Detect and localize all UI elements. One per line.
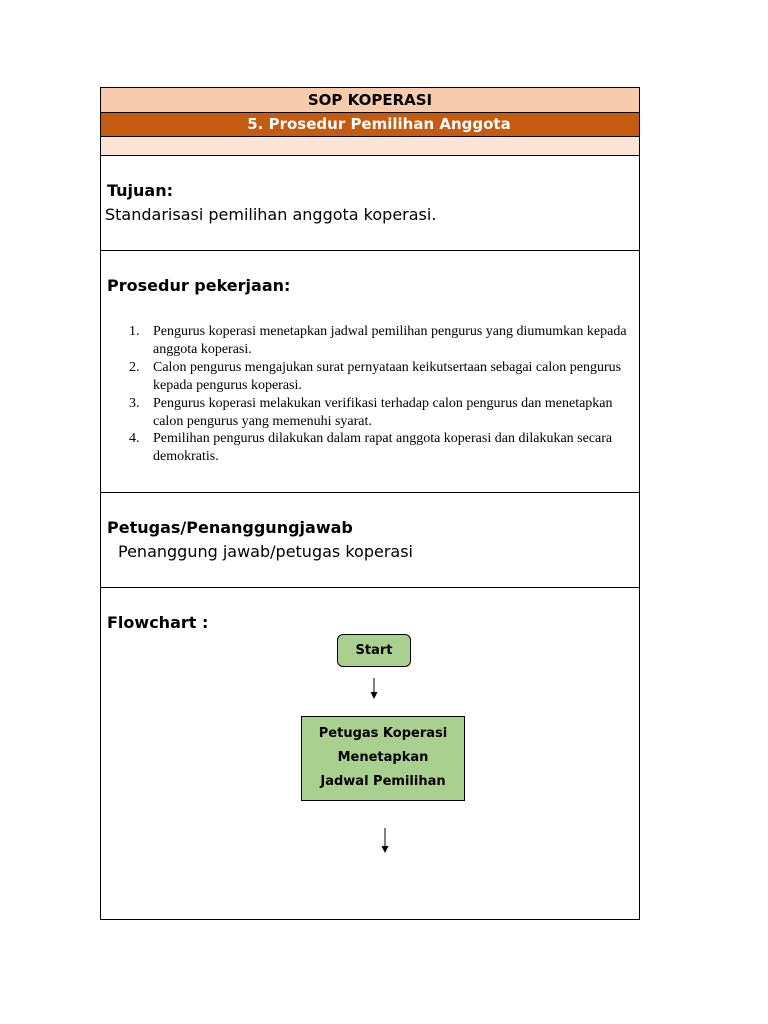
flowchart-step-node [301, 716, 465, 801]
prosedur-item [129, 323, 629, 359]
prosedur-item-number: 2. [129, 359, 140, 375]
document-subtitle: 5. Prosedur Pemilihan Anggota [101, 113, 639, 137]
flowchart-step-line: Petugas Koperasi [318, 726, 448, 741]
flowchart-heading: Flowchart : [107, 613, 209, 632]
prosedur-section [101, 251, 639, 493]
header-spacer-row [101, 137, 639, 156]
flowchart-step-line: Jadwal Pemilihan [320, 774, 446, 789]
prosedur-item-text: Pemilihan pengurus dilakukan dalam rapat anggota koperasi dan dilakukan secara demokratis. [153, 431, 613, 465]
flowchart-start-node: Start [337, 634, 411, 667]
prosedur-item-number: 1. [129, 324, 140, 339]
prosedur-item-text: Calon pengurus mengajukan surat pernyataan keikutsertaan sebagai calon pengurus kepada pengurus koperasi. [153, 359, 622, 393]
flowchart-arrow-down-icon [380, 828, 390, 854]
petugas-heading: Petugas/Penanggungjawab [107, 518, 353, 537]
prosedur-item-number: 4. [129, 431, 140, 447]
sop-document [100, 87, 640, 920]
document-title: SOP KOPERASI [101, 88, 639, 113]
flowchart-step-line: Menetapkan [337, 750, 429, 765]
petugas-section [101, 493, 639, 588]
tujuan-section [101, 156, 639, 251]
prosedur-item-number: 3. [129, 395, 140, 411]
prosedur-list [129, 323, 629, 466]
prosedur-heading: Prosedur pekerjaan: [107, 276, 291, 295]
prosedur-item [129, 395, 629, 431]
prosedur-item [129, 359, 629, 395]
prosedur-item-text: Pengurus koperasi melakukan verifikasi terhadap calon pengurus dan menetapkan calon pengurus yang memenuhi syarat. [153, 395, 613, 429]
prosedur-item [129, 430, 629, 466]
tujuan-heading: Tujuan: [107, 181, 174, 200]
flowchart-arrow-down-icon [369, 678, 379, 700]
prosedur-item-text: Pengurus koperasi menetapkan jadwal pemilihan pengurus yang diumumkan kepada anggota koperasi. [153, 324, 627, 357]
tujuan-text: Standarisasi pemilihan anggota koperasi. [105, 205, 437, 224]
petugas-text: Penanggung jawab/petugas koperasi [118, 542, 413, 561]
